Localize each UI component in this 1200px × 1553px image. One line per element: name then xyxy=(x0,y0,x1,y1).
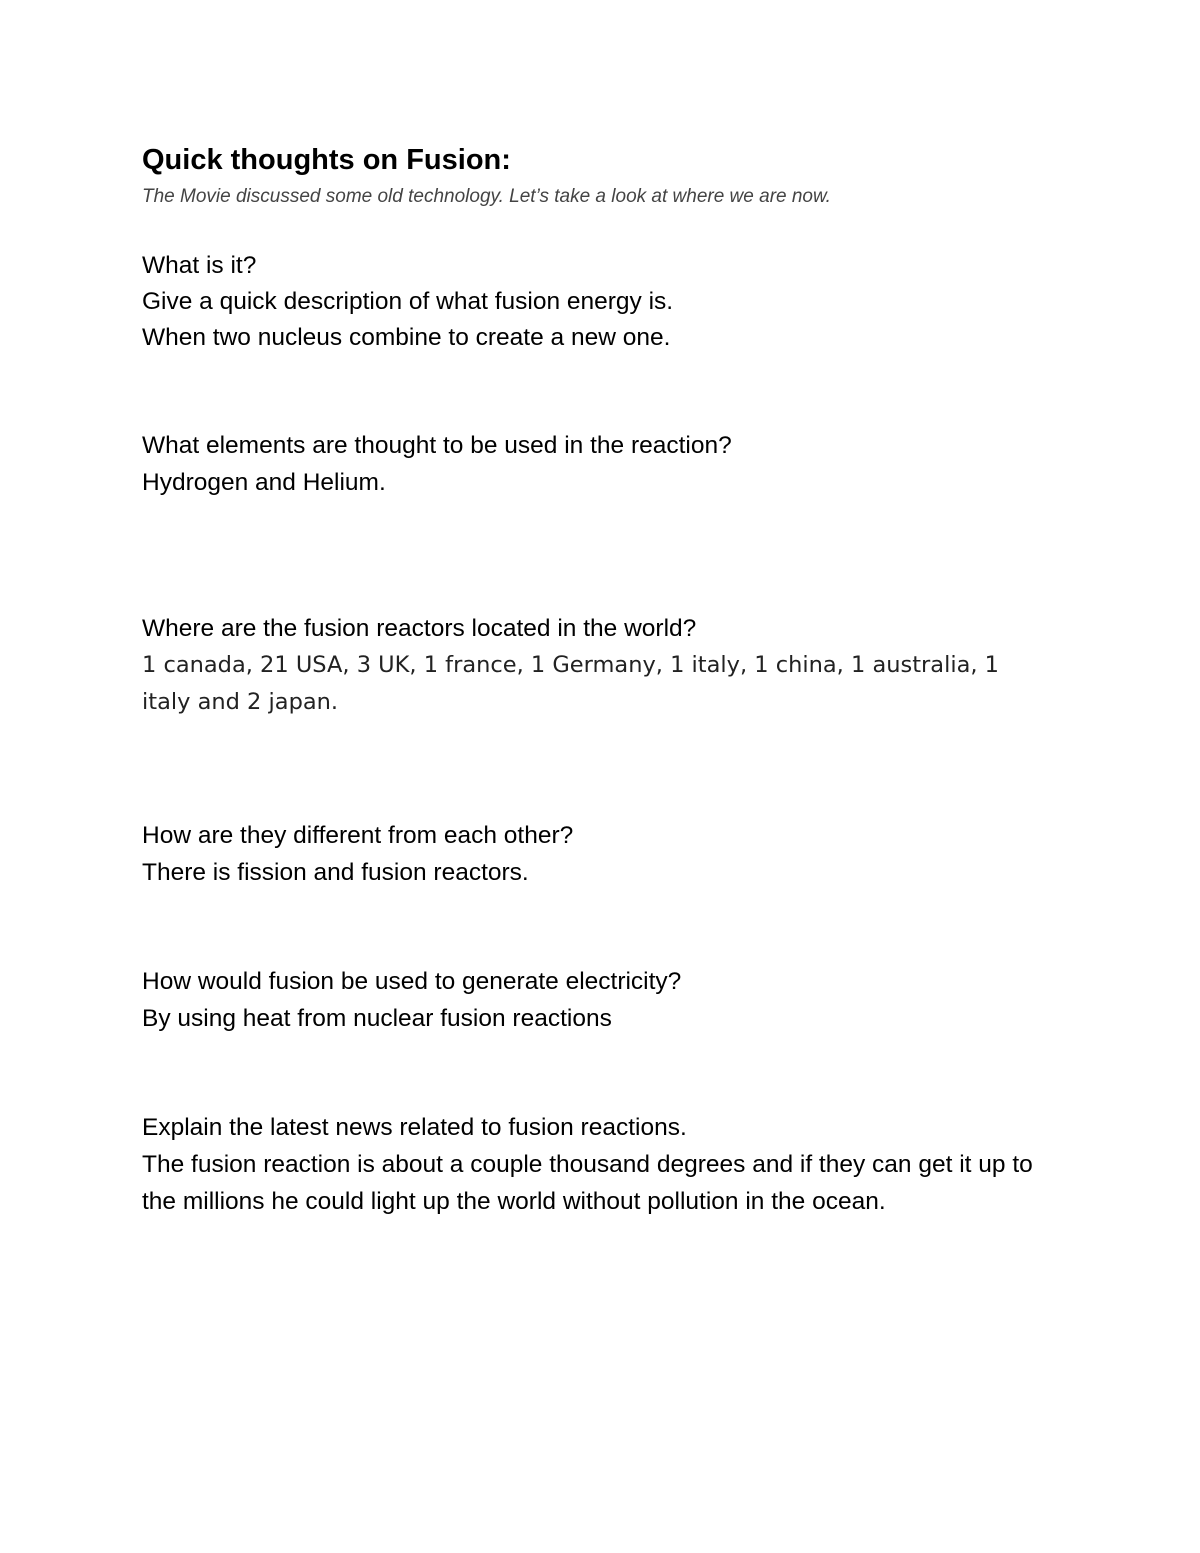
question-differences: How are they different from each other? xyxy=(142,822,574,849)
answer-electricity: By using heat from nuclear fusion reactions xyxy=(142,1005,612,1032)
document-title: Quick thoughts on Fusion: xyxy=(142,144,511,176)
question-what-is-it: What is it? xyxy=(142,252,257,279)
document-subtitle: The Movie discussed some old technology. Let’s take a look at where we are now. xyxy=(142,186,831,207)
question-elements: What elements are thought to be used in the reaction? xyxy=(142,432,732,459)
answer-elements: Hydrogen and Helium. xyxy=(142,469,386,496)
answer-reactor-locations: 1 canada, 21 USA, 3 UK, 1 france, 1 Germany, 1 italy, 1 china, 1 australia, 1 italy and 2 japan. xyxy=(142,652,999,715)
question-latest-news: Explain the latest news related to fusion reactions. xyxy=(142,1114,687,1141)
answer-what-is-it: When two nucleus combine to create a new one. xyxy=(142,324,671,351)
question-electricity: How would fusion be used to generate electricity? xyxy=(142,968,682,995)
question-reactor-locations: Where are the fusion reactors located in the world? xyxy=(142,615,697,642)
answer-latest-news: The fusion reaction is about a couple thousand degrees and if they can get it up to the millions he could light up the world without pollution in the ocean. xyxy=(142,1151,1033,1215)
prompt-what-is-it: Give a quick description of what fusion energy is. xyxy=(142,288,674,315)
answer-differences: There is fission and fusion reactors. xyxy=(142,859,529,886)
